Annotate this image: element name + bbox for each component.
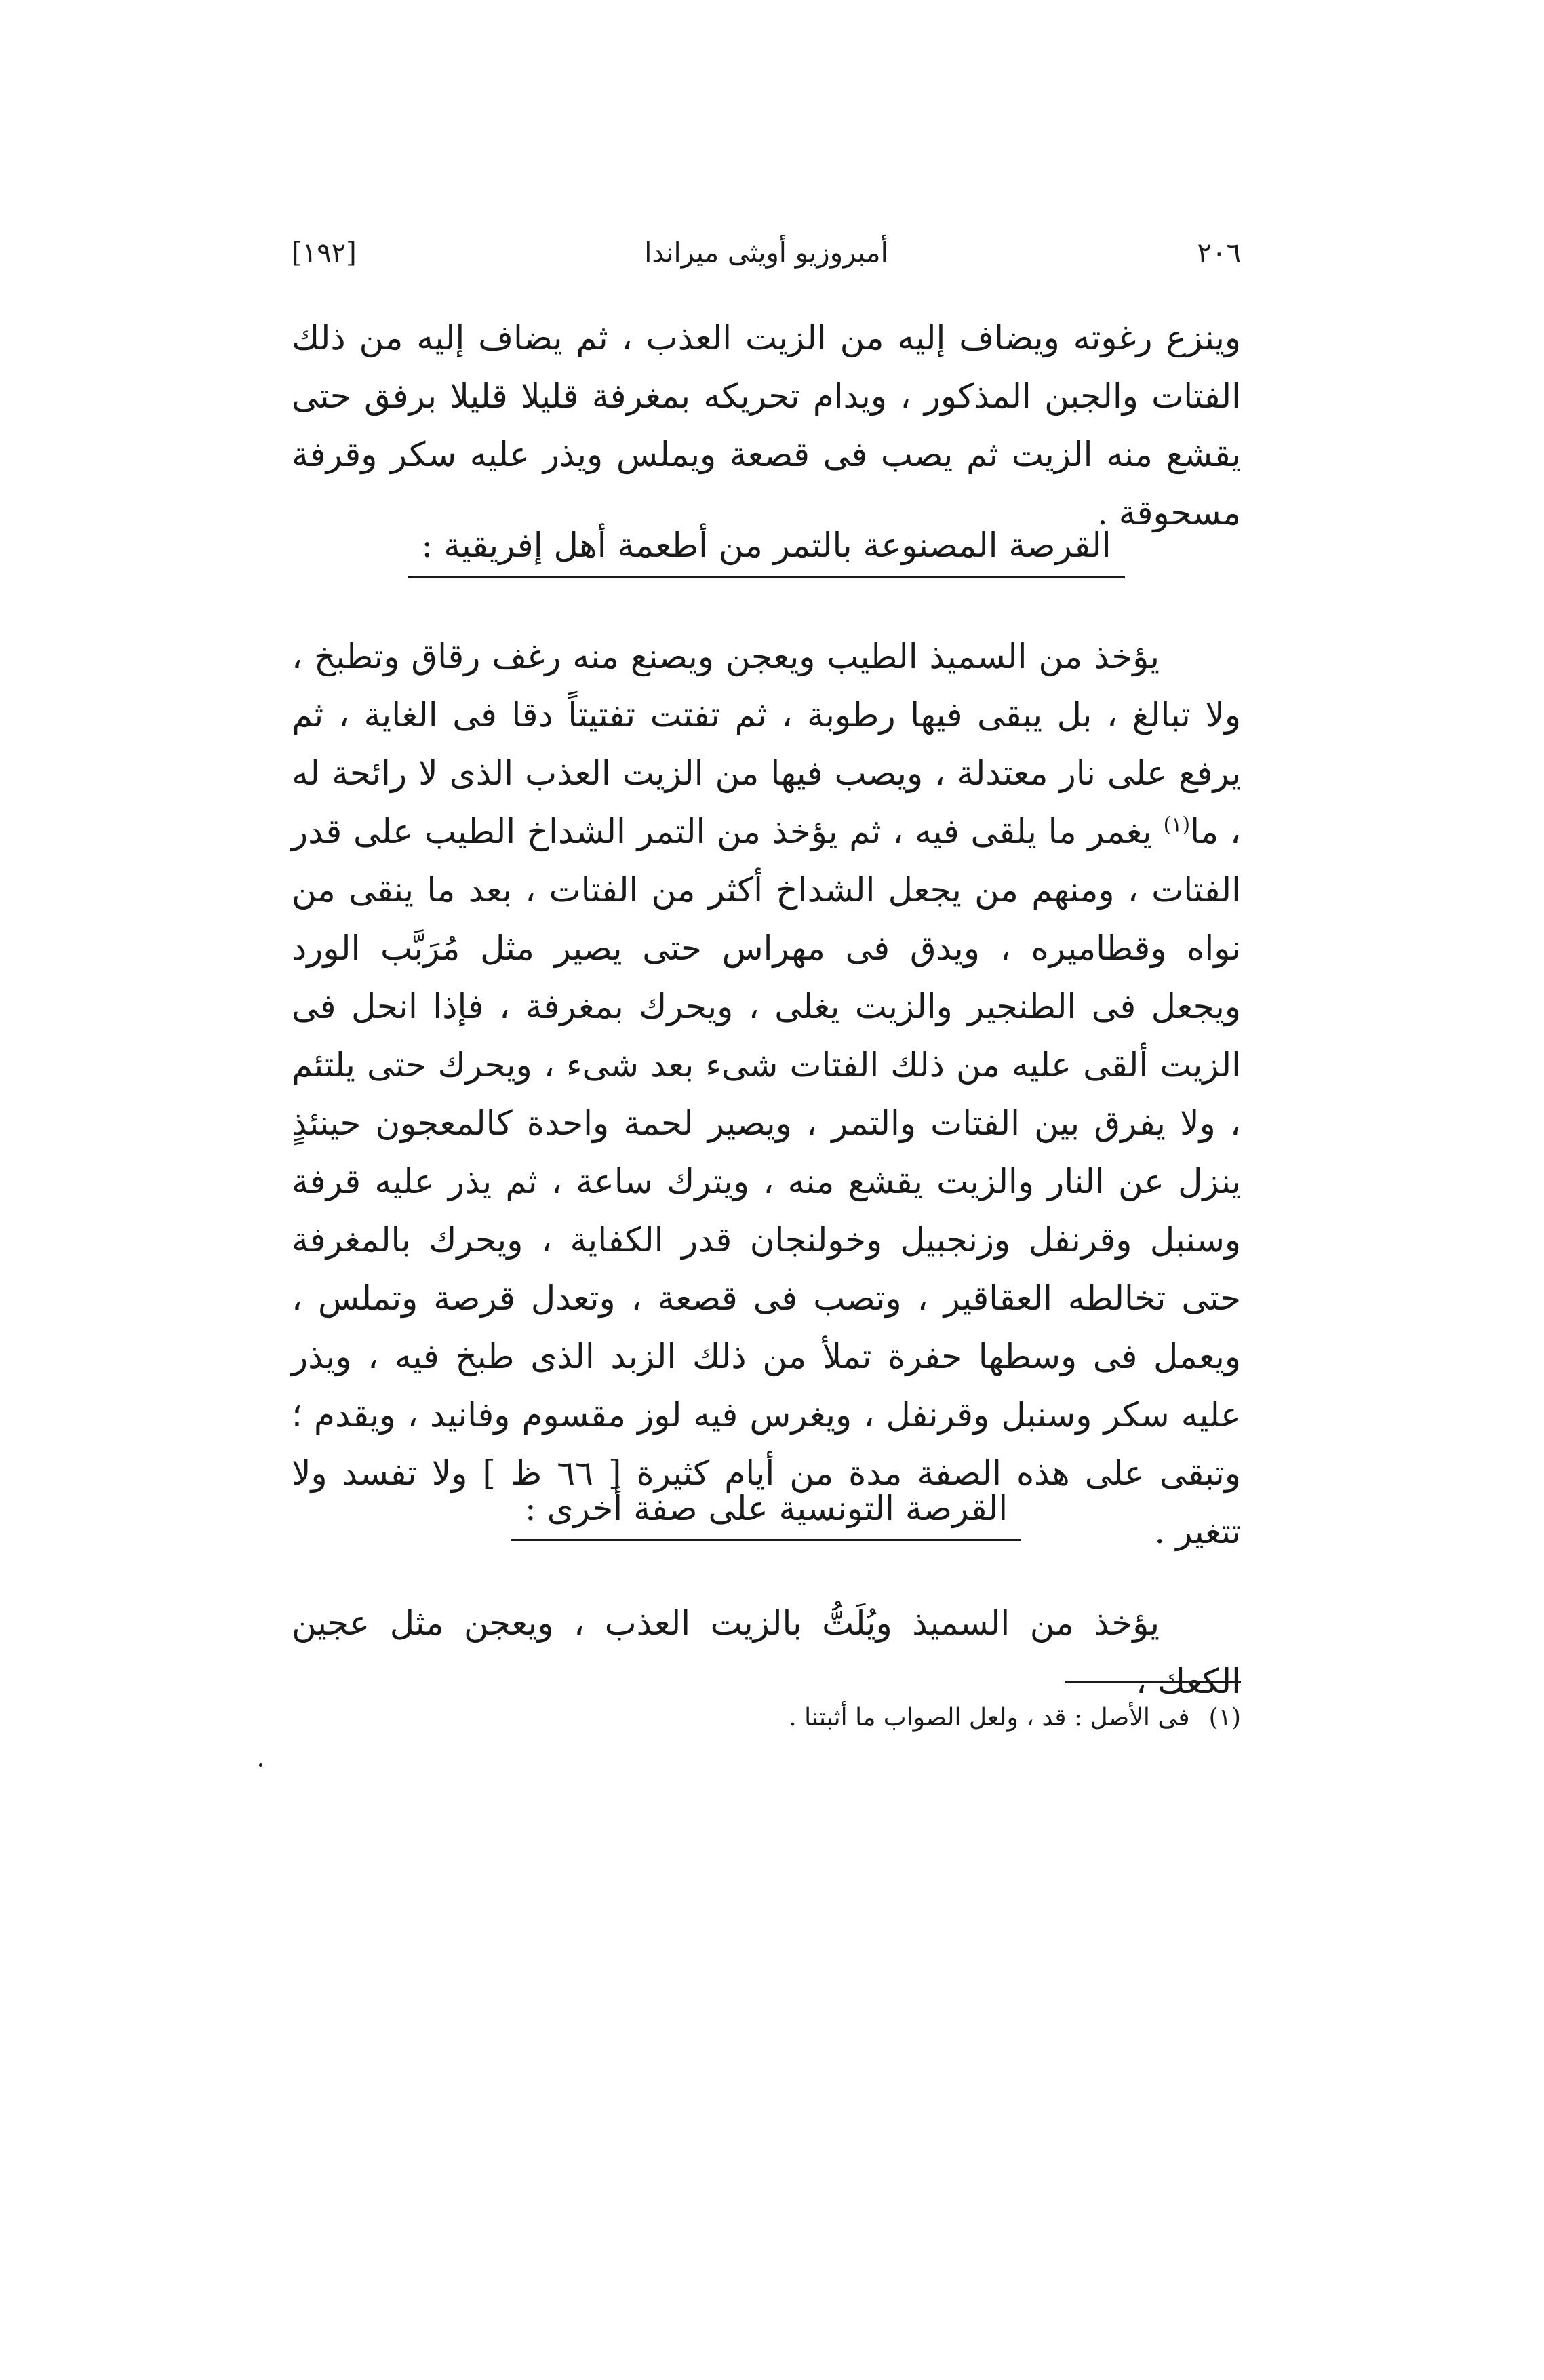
footnote-divider (1065, 1681, 1241, 1683)
paragraph-continuation: وينزع رغوته ويضاف إليه من الزيت العذب ، ثم يضاف إليه من ذلك الفتات والجبن المذكور ، ويدام تحريكه بمغرفة قليلا قليلا برفق حتى يقشع منه الزيت ثم يصب فى قصعة ويملس ويذر عليه سكر وقرفة مسحوقة . (292, 318, 1241, 532)
recipe-text-part-1: يؤخذ من السميذ الطيب ويعجن ويصنع منه رغف رقاق وتطبخ ، ولا تبالغ ، بل يبقى فيها رطوبة ، ثم تفتت تفتيتاً دقا فى الغاية ، ثم يرفع على نار معتدلة ، ويصب فيها من الزيت العذب الذى لا رائحة له ، ما (292, 637, 1241, 851)
recipe-paragraph-2: يؤخذ من السميذ ويُلَتُّ بالزيت العذب ، ويعجن مثل عجين الكعك ، (292, 1603, 1241, 1701)
footnote-mark: (١) (1208, 1704, 1241, 1732)
footnote (292, 1701, 1241, 1735)
scan-speck (259, 1763, 262, 1767)
recipe-heading-1-text: القرصة المصنوعة بالتمر من أطعمة أهل إفريقية : (408, 526, 1124, 578)
text-block-1 (292, 309, 1241, 542)
text-block-2 (292, 627, 1241, 1561)
running-head (292, 237, 1241, 285)
recipe-heading-1 (292, 526, 1241, 578)
footnote-text: فى الأصل : قد ، ولعل الصواب ما أثبتنا . (789, 1704, 1190, 1732)
header-title: أمبروزيو أويثى ميراندا (644, 237, 888, 269)
page-number: ٢٠٦ (1197, 237, 1241, 269)
footnote-reference[interactable]: (١) (1163, 813, 1191, 837)
recipe-text-part-2: يغمر ما يلقى فيه ، ثم يؤخذ من التمر الشداخ الطيب على قدر الفتات ، ومنهم من يجعل الشداخ أكثر من الفتات ، بعد ما ينقى من نواه وقطاميره ، ويدق فى مهراس حتى يصير مثل مُرَبَّب الورد ويجعل فى الطنجير والزيت يغلى ، ويحرك بمغرفة ، فإذا انحل فى الزيت ألقى عليه من ذلك الفتات شىء بعد شىء ، ويحرك حتى يلتئم ، ولا يفرق بين الفتات والتمر ، ويصير لحمة واحدة كالمعجون حينئذٍ ينزل عن النار والزيت يقشع منه ، ويترك ساعة ، ثم يذر عليه قرفة وسنبل وقرنفل وزنجبيل وخولنجان قدر الكفاية ، ويحرك بالمغرفة حتى تخالطه العقاقير ، وتصب فى قصعة ، وتعدل قرصة وتملس ، ويعمل فى وسطها حفرة تملأ من ذلك الزبد الذى طبخ فيه ، ويذر عليه سكر وسنبل وقرنفل ، ويغرس فيه لوز مقسوم وفانيد ، ويقدم ؛ وتبقى على هذه الصفة مدة من أيام كثيرة [ ٦٦ ظ ] ولا تفسد ولا تتغير . (292, 812, 1241, 1551)
manuscript-folio: [١٩٢] (292, 237, 357, 269)
text-block-3 (292, 1594, 1241, 1711)
recipe-heading-2-text: القرصة التونسية على صفة أخرى : (511, 1489, 1021, 1541)
recipe-heading-2 (292, 1489, 1241, 1541)
recipe-paragraph-1 (292, 627, 1241, 1561)
